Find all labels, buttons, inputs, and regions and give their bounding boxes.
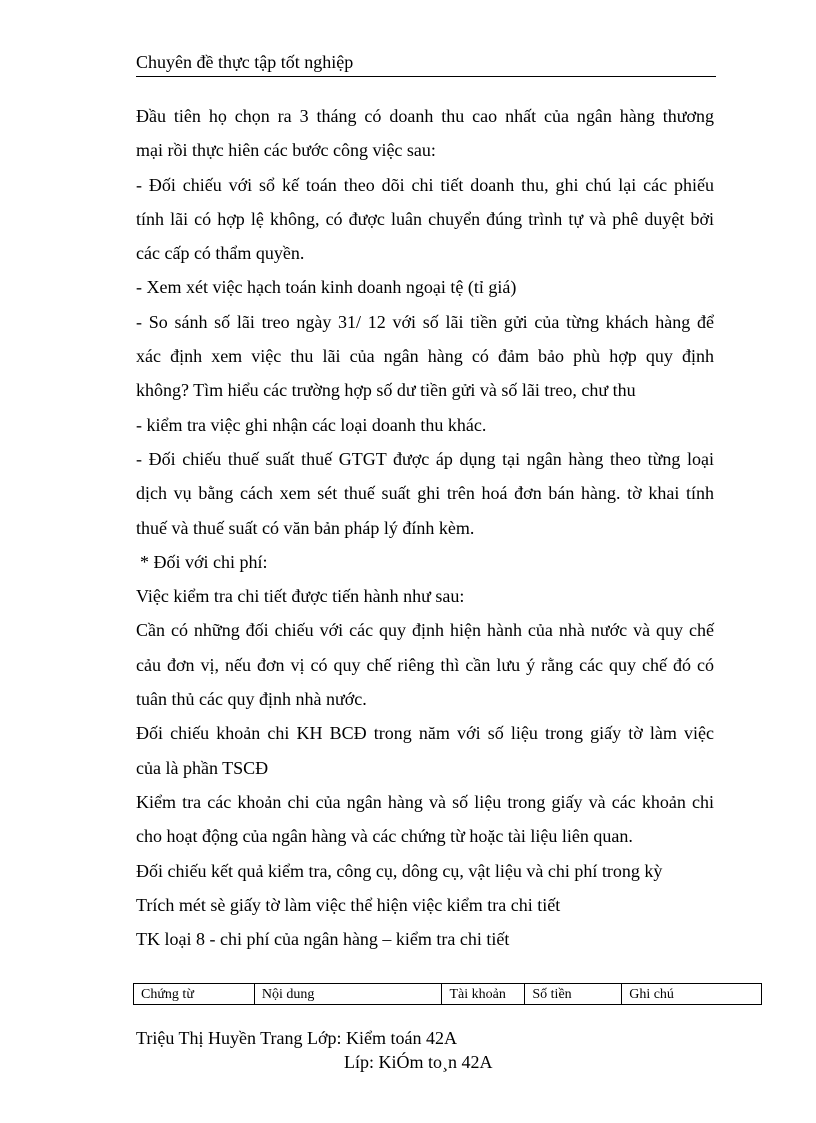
- body-line: của là phần TSCĐ: [136, 757, 269, 778]
- body-line: - Đối chiếu thuế suất thuế GTGT được áp dụng tại ngân hàng theo từng loại: [136, 448, 714, 469]
- detail-table: [133, 983, 762, 1005]
- body-line: thuế và thuế suất có văn bản pháp lý đính kèm.: [136, 517, 475, 538]
- header-title: Chuyên đề thực tập tốt nghiệp: [136, 52, 354, 72]
- body-line: - Đối chiếu với sổ kế toán theo dõi chi tiết doanh thu, ghi chú lại các phiếu: [136, 174, 714, 195]
- body-line: cảu đơn vị, nếu đơn vị có quy chế riêng thì cần lưu ý rằng các quy chế đó có: [136, 654, 714, 675]
- body-line: không? Tìm hiểu các trường hợp số dư tiền gửi và số lãi treo, chư thu: [136, 380, 636, 401]
- table-header-cell: Chứng từ: [134, 984, 255, 1005]
- body-line: Việc kiểm tra chi tiết được tiến hành như sau:: [136, 586, 465, 607]
- body-line: - Xem xét việc hạch toán kinh doanh ngoại tệ (tỉ giá): [136, 277, 517, 298]
- body-line: TK loại 8 - chi phí của ngân hàng – kiểm tra chi tiết: [136, 929, 510, 950]
- table-header-cell: Nội dung: [254, 984, 442, 1005]
- body-line: cho hoạt động của ngân hàng và các chứng từ hoặc tài liệu liên quan.: [136, 826, 633, 847]
- body-line: Đối chiếu kết quả kiểm tra, công cụ, dông cụ, vật liệu và chi phí trong kỳ: [136, 860, 663, 881]
- page-header: [136, 50, 716, 77]
- body-line: Đối chiếu khoản chi KH BCĐ trong năm với số liệu trong giấy tờ làm việc: [136, 723, 714, 744]
- table-header-cell: Tài khoản: [442, 984, 525, 1005]
- body-line: xác định xem việc thu lãi của ngân hàng có đảm bảo phù hợp quy định: [136, 346, 714, 367]
- body-line: tính lãi có hợp lệ không, có được luân chuyển đúng trình tự và phê duyệt bởi: [136, 208, 714, 229]
- body-line: - kiểm tra việc ghi nhận các loại doanh thu khác.: [136, 414, 487, 435]
- table-header-row: [134, 984, 762, 1005]
- body-line: Kiểm tra các khoản chi của ngân hàng và số liệu trong giấy và các khoản chi: [136, 791, 714, 812]
- document-body: [136, 99, 714, 956]
- footer-class: Líp: KiÓm to¸n 42A: [344, 1052, 493, 1072]
- body-line: - So sánh số lãi treo ngày 31/ 12 với số lãi tiền gửi của từng khách hàng để: [136, 311, 714, 332]
- body-line: Đầu tiên họ chọn ra 3 tháng có doanh thu cao nhất của ngân hàng thương: [136, 106, 714, 126]
- body-line: mại rồi thực hiên các bước công việc sau:: [136, 140, 436, 161]
- body-line: các cấp có thẩm quyền.: [136, 243, 305, 264]
- table-header-cell: Ghi chú: [622, 984, 762, 1005]
- body-line: Cần có những đối chiếu với các quy định hiện hành của nhà nước và quy chế: [136, 620, 714, 641]
- section-heading: * Đối với chi phí:: [140, 551, 268, 572]
- footer-author: Triệu Thị Huyền Trang Lớp: Kiểm toán 42A: [136, 1028, 458, 1048]
- body-line: tuân thủ các quy định nhà nước.: [136, 689, 367, 710]
- table-header-cell: Số tiền: [525, 984, 622, 1005]
- body-line: dịch vụ bằng cách xem sét thuế suất ghi trên hoá đơn bán hàng. tờ khai tính: [136, 483, 714, 504]
- body-line: Trích mét sè giấy tờ làm việc thể hiện việc kiểm tra chi tiết: [136, 894, 561, 915]
